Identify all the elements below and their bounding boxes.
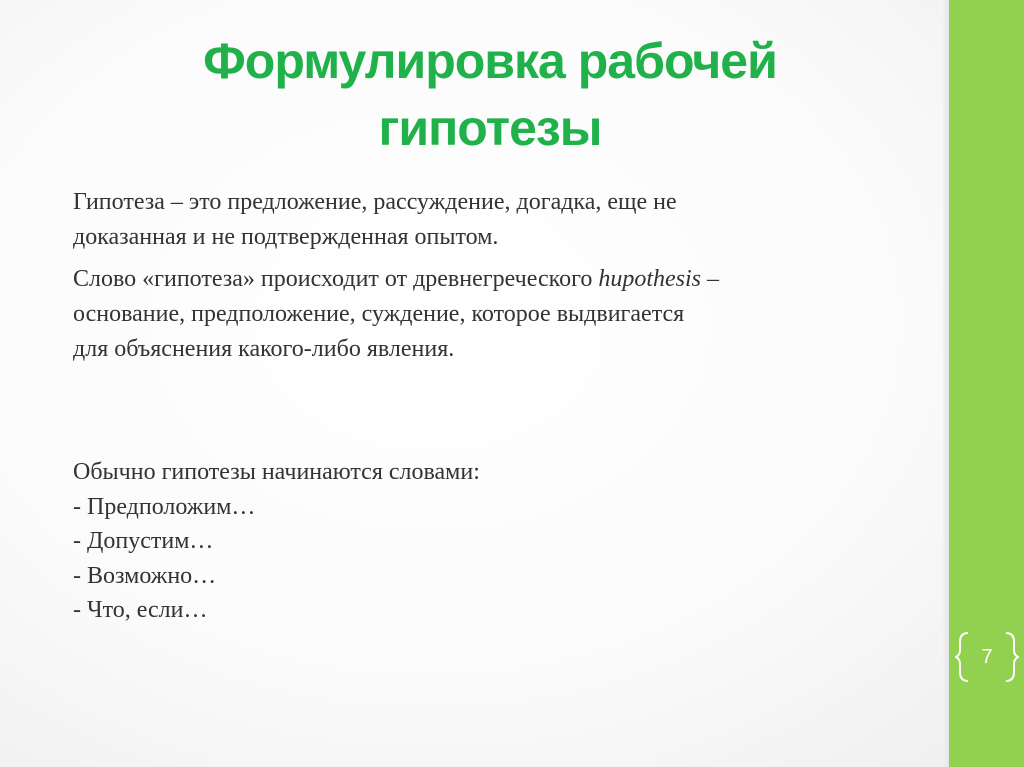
definition-line: доказанная и не подтвержденная опытом. [73,224,499,250]
slide-title [60,28,920,162]
slide-title-line: Формулировка рабочей [203,33,777,89]
starter-item: - Допустим… [73,528,214,554]
page-number-badge [955,630,1019,684]
starter-item: - Что, если… [73,597,208,623]
slide-body [73,185,923,367]
starter-item: - Предположим… [73,493,256,520]
etymology-line [73,262,923,297]
page-number: 7 [981,646,993,668]
etymology-paragraph [73,262,923,367]
starters-intro: Обычно гипотезы начинаются словами: [73,459,480,485]
etymology-line: основание, предположение, суждение, которое выдвигается [73,301,685,327]
etymology-line: для объяснения какого-либо явления. [73,336,455,362]
definition-line: Гипотеза – это предложение, рассуждение, догадка, еще не [73,189,677,215]
etymology-dash: – [701,266,719,292]
definition-paragraph [73,185,923,255]
slide-title-line: гипотезы [378,100,602,156]
greek-term: hupothesis [598,266,701,292]
etymology-text: Слово «гипотеза» происходит от древнегреческого [73,266,599,292]
starter-item: - Возможно… [73,562,217,589]
hypothesis-starters [73,455,923,628]
